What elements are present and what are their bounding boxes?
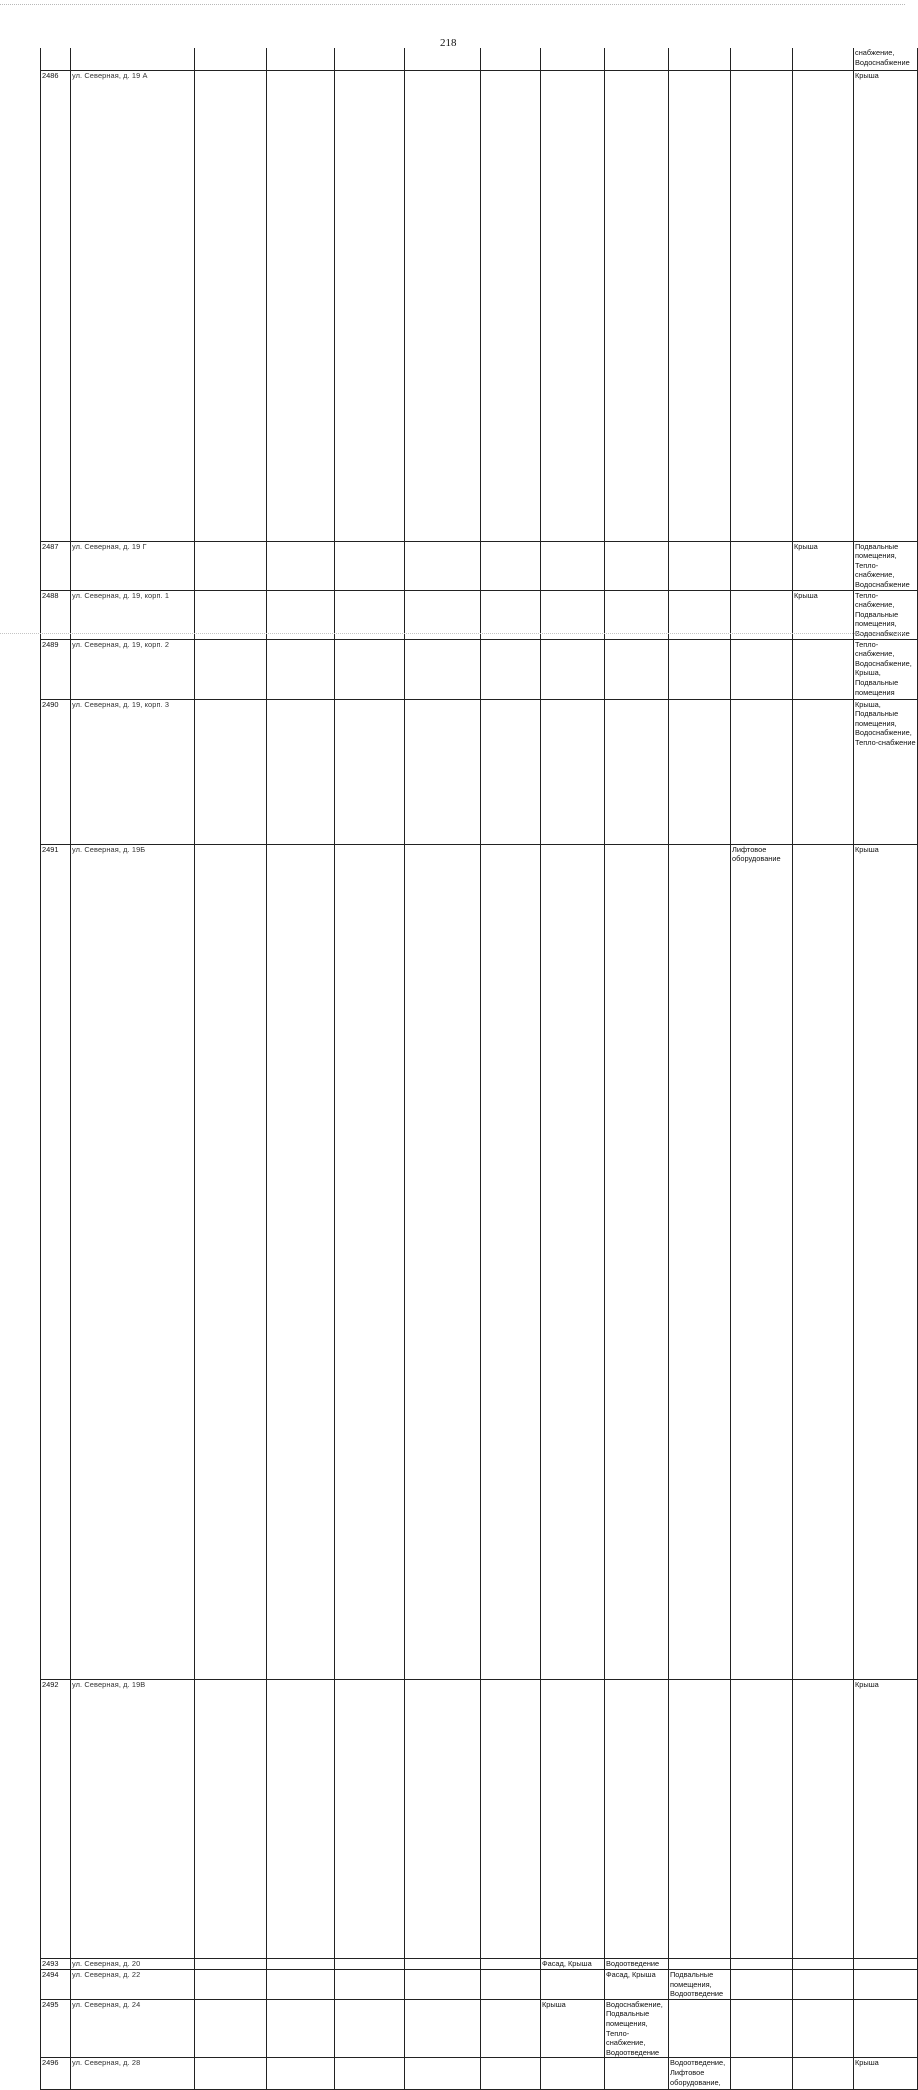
work-cell-col-9 xyxy=(731,2058,793,2090)
work-cell-col-4 xyxy=(405,844,481,1680)
work-cell-col-11 xyxy=(854,1959,918,1970)
work-cell-col-5 xyxy=(481,844,541,1680)
work-cell-col-5 xyxy=(481,699,541,844)
work-cell-col-7 xyxy=(605,639,669,699)
work-cell-col-1 xyxy=(195,590,267,639)
work-cell-col-5 xyxy=(481,541,541,590)
work-cell-col-8 xyxy=(669,844,731,1680)
table-row xyxy=(41,844,918,1680)
work-cell-col-9 xyxy=(731,1959,793,1970)
work-cell-col-9: Лифтовое оборудование xyxy=(731,844,793,1680)
work-cell-col-5 xyxy=(481,1959,541,1970)
work-cell-col-11: Тепло-снабжение, Подвальные помещения, Водоснабжение xyxy=(854,590,918,639)
work-cell-col-1 xyxy=(195,699,267,844)
work-cell-col-7: Фасад, Крыша xyxy=(605,1969,669,1999)
work-cell-col-11 xyxy=(854,1969,918,1999)
work-cell-col-8 xyxy=(669,541,731,590)
work-cell-col-2 xyxy=(267,844,335,1680)
work-cell-col-1 xyxy=(195,1959,267,1970)
work-cell-col-6 xyxy=(541,590,605,639)
row-number: 2488 xyxy=(41,590,71,639)
page-number: 218 xyxy=(440,37,457,49)
work-cell-col-1 xyxy=(195,48,267,70)
table-row xyxy=(41,1969,918,1999)
work-cell-col-10 xyxy=(793,48,854,70)
work-cell-col-10 xyxy=(793,2058,854,2090)
row-address: ул. Северная, д. 19, корп. 3 xyxy=(71,699,195,844)
work-cell-col-4 xyxy=(405,639,481,699)
work-cell-col-1 xyxy=(195,2058,267,2090)
row-number: 2490 xyxy=(41,699,71,844)
work-cell-col-11 xyxy=(854,1999,918,2058)
work-cell-col-9 xyxy=(731,1969,793,1999)
work-cell-col-1 xyxy=(195,639,267,699)
work-cell-col-3 xyxy=(335,2058,405,2090)
work-cell-col-3 xyxy=(335,48,405,70)
work-cell-col-7 xyxy=(605,844,669,1680)
row-number: 2491 xyxy=(41,844,71,1680)
work-cell-col-2 xyxy=(267,1959,335,1970)
work-cell-col-3 xyxy=(335,590,405,639)
work-cell-col-4 xyxy=(405,70,481,541)
work-cell-col-10 xyxy=(793,639,854,699)
row-number: 2492 xyxy=(41,1680,71,1959)
work-cell-col-2 xyxy=(267,1999,335,2058)
table-row xyxy=(41,1959,918,1970)
row-address: ул. Северная, д. 19, корп. 2 xyxy=(71,639,195,699)
work-cell-col-9 xyxy=(731,1999,793,2058)
row-address: ул. Северная, д. 24 xyxy=(71,1999,195,2058)
work-cell-col-2 xyxy=(267,639,335,699)
table-row xyxy=(41,541,918,590)
work-cell-col-11: Тепло-снабжение, Водоснабжение, Крыша, Подвальные помещения xyxy=(854,639,918,699)
work-cell-col-6 xyxy=(541,541,605,590)
work-cell-col-8 xyxy=(669,1959,731,1970)
work-cell-col-5 xyxy=(481,1999,541,2058)
work-cell-col-4 xyxy=(405,1959,481,1970)
table-row xyxy=(41,2058,918,2090)
row-address: ул. Северная, д. 19 Г xyxy=(71,541,195,590)
work-cell-col-3 xyxy=(335,844,405,1680)
work-cell-col-10: Крыша xyxy=(793,590,854,639)
work-cell-col-10 xyxy=(793,699,854,844)
work-cell-col-7 xyxy=(605,1680,669,1959)
work-cell-col-7 xyxy=(605,590,669,639)
work-cell-col-8 xyxy=(669,1680,731,1959)
work-cell-col-11: снабжение, Водоснабжение xyxy=(854,48,918,70)
work-cell-col-7 xyxy=(605,699,669,844)
work-cell-col-8 xyxy=(669,1999,731,2058)
work-cell-col-11: Крыша xyxy=(854,2058,918,2090)
work-cell-col-9 xyxy=(731,541,793,590)
scan-bottom-edge xyxy=(0,633,905,634)
work-cell-col-5 xyxy=(481,2058,541,2090)
row-address: ул. Северная, д. 19Б xyxy=(71,844,195,1680)
work-cell-col-10 xyxy=(793,844,854,1680)
work-cell-col-5 xyxy=(481,1680,541,1959)
work-cell-col-3 xyxy=(335,1969,405,1999)
work-cell-col-5 xyxy=(481,48,541,70)
work-cell-col-4 xyxy=(405,1680,481,1959)
table-row xyxy=(41,639,918,699)
table-row xyxy=(41,590,918,639)
work-cell-col-9 xyxy=(731,70,793,541)
work-cell-col-8 xyxy=(669,639,731,699)
work-cell-col-10: Крыша xyxy=(793,541,854,590)
work-cell-col-6 xyxy=(541,2058,605,2090)
work-cell-col-8: Подвальные помещения, Водоотведение xyxy=(669,1969,731,1999)
row-number: 2494 xyxy=(41,1969,71,1999)
work-cell-col-4 xyxy=(405,590,481,639)
work-cell-col-11: Крыша xyxy=(854,70,918,541)
work-cell-col-2 xyxy=(267,590,335,639)
work-cell-col-4 xyxy=(405,541,481,590)
work-cell-col-11: Подвальные помещения, Тепло-снабжение, Водоснабжение xyxy=(854,541,918,590)
work-cell-col-9 xyxy=(731,590,793,639)
work-cell-col-10 xyxy=(793,1999,854,2058)
work-cell-col-1 xyxy=(195,1969,267,1999)
work-cell-col-11: Крыша xyxy=(854,844,918,1680)
row-address: ул. Северная, д. 19В xyxy=(71,1680,195,1959)
work-cell-col-7 xyxy=(605,48,669,70)
work-cell-col-6: Фасад, Крыша xyxy=(541,1959,605,1970)
table-row xyxy=(41,70,918,541)
work-cell-col-10 xyxy=(793,70,854,541)
work-cell-col-1 xyxy=(195,70,267,541)
scan-top-edge xyxy=(0,4,905,5)
work-cell-col-5 xyxy=(481,639,541,699)
work-cell-col-3 xyxy=(335,1959,405,1970)
table-row xyxy=(41,1680,918,1959)
row-address: ул. Северная, д. 28 xyxy=(71,2058,195,2090)
row-address xyxy=(71,48,195,70)
work-cell-col-2 xyxy=(267,2058,335,2090)
work-cell-col-2 xyxy=(267,699,335,844)
row-address: ул. Северная, д. 20 xyxy=(71,1959,195,1970)
work-cell-col-4 xyxy=(405,699,481,844)
work-cell-col-5 xyxy=(481,590,541,639)
work-cell-col-6 xyxy=(541,844,605,1680)
work-cell-col-4 xyxy=(405,1969,481,1999)
work-cell-col-6 xyxy=(541,70,605,541)
row-number: 2493 xyxy=(41,1959,71,1970)
work-cell-col-11: Крыша xyxy=(854,1680,918,1959)
work-cell-col-8 xyxy=(669,70,731,541)
work-cell-col-1 xyxy=(195,1999,267,2058)
work-cell-col-2 xyxy=(267,48,335,70)
work-cell-col-4 xyxy=(405,2058,481,2090)
work-cell-col-6 xyxy=(541,48,605,70)
row-number: 2487 xyxy=(41,541,71,590)
row-number xyxy=(41,48,71,70)
work-cell-col-7: Водоотведение xyxy=(605,1959,669,1970)
work-cell-col-11: Крыша, Подвальные помещения, Водоснабжение, Тепло-снабжение xyxy=(854,699,918,844)
work-cell-col-8 xyxy=(669,590,731,639)
work-cell-col-3 xyxy=(335,699,405,844)
work-cell-col-1 xyxy=(195,844,267,1680)
work-cell-col-4 xyxy=(405,1999,481,2058)
row-number: 2486 xyxy=(41,70,71,541)
work-cell-col-9 xyxy=(731,48,793,70)
work-cell-col-6: Крыша xyxy=(541,1999,605,2058)
work-cell-col-6 xyxy=(541,1969,605,1999)
work-cell-col-3 xyxy=(335,541,405,590)
work-cell-col-3 xyxy=(335,1999,405,2058)
work-cell-col-10 xyxy=(793,1969,854,1999)
work-cell-col-2 xyxy=(267,1969,335,1999)
work-cell-col-2 xyxy=(267,70,335,541)
work-cell-col-4 xyxy=(405,48,481,70)
table-row xyxy=(41,699,918,844)
table-row xyxy=(41,1999,918,2058)
row-number: 2495 xyxy=(41,1999,71,2058)
repair-schedule-table xyxy=(40,48,918,2090)
row-address: ул. Северная, д. 19, корп. 1 xyxy=(71,590,195,639)
row-number: 2489 xyxy=(41,639,71,699)
work-cell-col-8 xyxy=(669,48,731,70)
row-address: ул. Северная, д. 19 А xyxy=(71,70,195,541)
work-cell-col-3 xyxy=(335,1680,405,1959)
work-cell-col-2 xyxy=(267,541,335,590)
work-cell-col-3 xyxy=(335,70,405,541)
work-cell-col-9 xyxy=(731,1680,793,1959)
work-cell-col-7 xyxy=(605,70,669,541)
work-cell-col-3 xyxy=(335,639,405,699)
row-number: 2496 xyxy=(41,2058,71,2090)
work-cell-col-5 xyxy=(481,1969,541,1999)
work-cell-col-10 xyxy=(793,1959,854,1970)
work-cell-col-7: Водоснабжение, Подвальные помещения, Тепло-снабжение, Водоотведение xyxy=(605,1999,669,2058)
work-cell-col-9 xyxy=(731,699,793,844)
work-cell-col-1 xyxy=(195,1680,267,1959)
work-cell-col-7 xyxy=(605,2058,669,2090)
work-cell-col-8: Водоотведение, Лифтовое оборудование, xyxy=(669,2058,731,2090)
work-cell-col-5 xyxy=(481,70,541,541)
work-cell-col-8 xyxy=(669,699,731,844)
work-cell-col-6 xyxy=(541,1680,605,1959)
work-cell-col-10 xyxy=(793,1680,854,1959)
row-address: ул. Северная, д. 22 xyxy=(71,1969,195,1999)
work-cell-col-2 xyxy=(267,1680,335,1959)
work-cell-col-6 xyxy=(541,639,605,699)
work-cell-col-7 xyxy=(605,541,669,590)
table-row xyxy=(41,48,918,70)
work-cell-col-6 xyxy=(541,699,605,844)
work-cell-col-1 xyxy=(195,541,267,590)
work-cell-col-9 xyxy=(731,639,793,699)
